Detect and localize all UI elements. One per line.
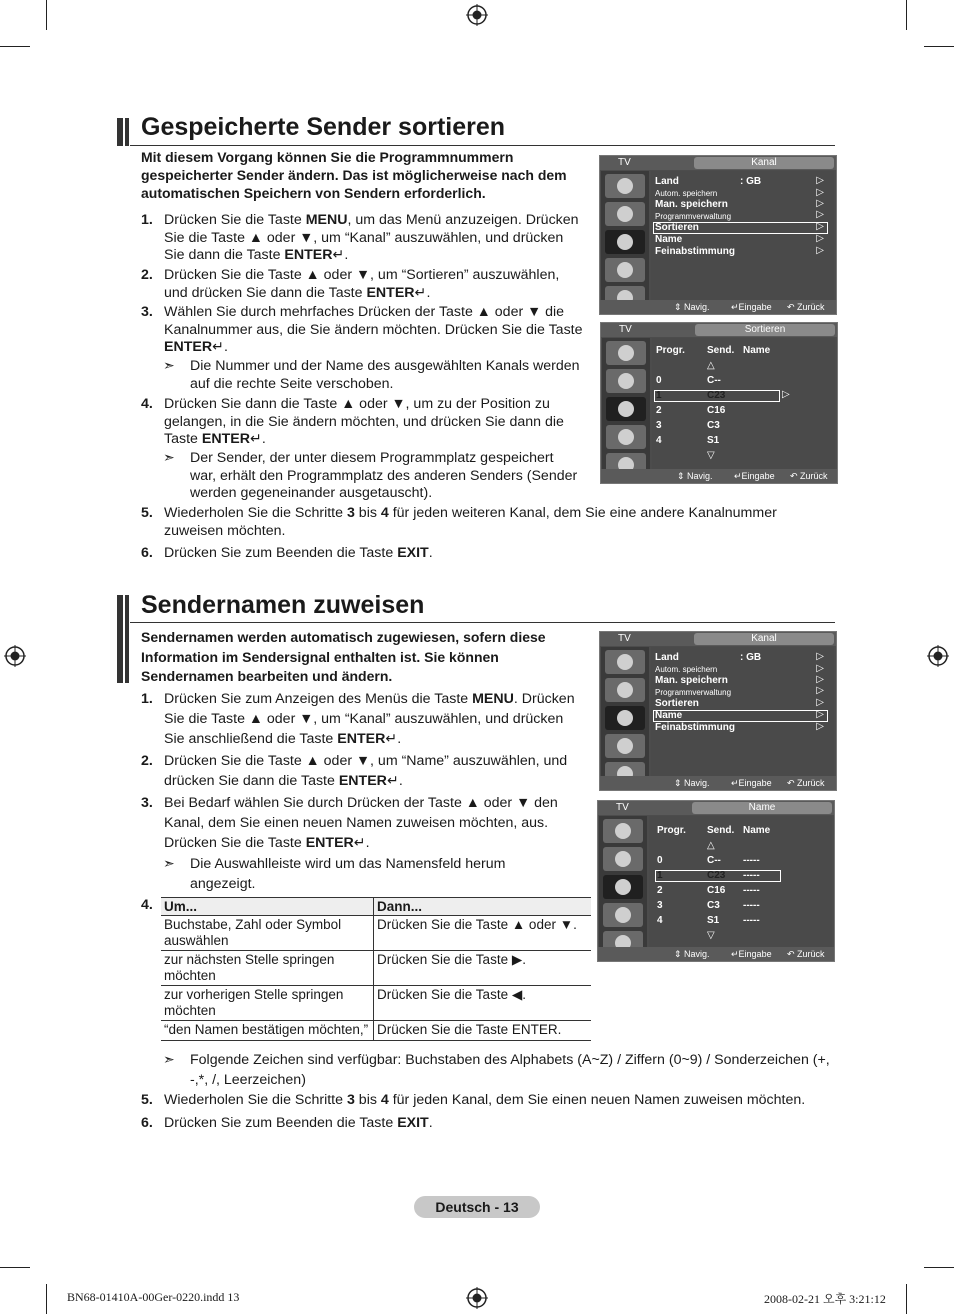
section-bar: [117, 118, 123, 146]
section-bar: [125, 118, 129, 146]
crop-mark: [906, 0, 907, 30]
enter-icon: ↵: [332, 247, 345, 263]
enter-icon: ↵: [249, 431, 262, 447]
file-name: BN68-01410A-00Ger-0220.indd 13: [67, 1290, 240, 1304]
note-arrow-icon: ➣: [163, 856, 175, 872]
section-intro: Sendernamen werden automatisch zugewiesen, sofern diese Information im Sendersignal enthalten ist. Sie können Sendernamen bearbeiten und ändern.: [141, 629, 546, 684]
section-title: Sendernamen zuweisen: [141, 591, 425, 619]
page-number: Deutsch - 13: [414, 1196, 540, 1218]
crop-mark: [46, 1284, 47, 1314]
crop-mark: [906, 1284, 907, 1314]
action-table: Um... Dann... Buchstabe, Zahl oder Symbol auswählen Drücken Sie die Taste ▲ oder ▼. zur nächsten Stelle springen möchten Drücken Sie die Taste ▶. zur vorherigen Stelle springen möchten Drücken Sie die Taste ◀. “den Namen bestätigen möchten,” Drücken Sie die Taste ENTER.: [161, 897, 591, 1041]
crop-mark: [924, 1267, 954, 1268]
registration-mark-icon: [927, 645, 949, 667]
section-rule: [130, 145, 835, 146]
crop-mark: [0, 1267, 30, 1268]
enter-icon: ↵: [386, 773, 399, 789]
note-arrow-icon: ➣: [163, 450, 175, 466]
note-arrow-icon: ➣: [163, 358, 175, 374]
note-arrow-icon: ➣: [163, 1052, 175, 1068]
section-title: Gespeicherte Sender sortieren: [141, 113, 506, 141]
crop-mark: [46, 0, 47, 30]
section-intro: Mit diesem Vorgang können Sie die Programmnummern gespeicherter Sender ändern. Das ist möglicherweise nach dem automatischen Speichern von Sendern erforderlich.: [141, 149, 567, 201]
enter-icon: ↵: [414, 284, 427, 301]
registration-mark-icon: [466, 4, 488, 26]
crop-mark: [0, 46, 30, 47]
tv-menu-name: TV Name Progr. Send. Name △ 0 C-- ----- 1 C23 ----- 2 C16 ----- 3 C3 ----- 4 S1 ----- ▽ ⇕ Navig. ↵Eingabe ↶ Zurück: [597, 800, 835, 962]
section-bar: [125, 595, 129, 683]
enter-icon: ↵: [212, 339, 224, 355]
tv-menu-sortieren: TV Sortieren Progr. Send. Name △ 0 C-- 1 C23 ▷ 2 C16 3 C3 4 S1 ▽ ⇕ Navig. ↵Eingabe ↶ Zurück: [600, 322, 838, 484]
print-date: 2008-02-21 오후 3:21:12: [764, 1292, 886, 1306]
enter-icon: ↵: [385, 731, 398, 747]
tv-menu-kanal-name: TV Kanal Land : GB Autom. speichern Man. speichern Programmverwaltung Sortieren Name Feinabstimmung ▷ ▷ ▷ ▷ ▷ ▷ ▷ ⇕ Navig. ↵Eingabe ↶ Zurück: [599, 631, 837, 791]
enter-icon: ↵: [353, 835, 366, 851]
section-rule: [130, 622, 835, 623]
section-bar: [117, 595, 123, 683]
registration-mark-icon: [466, 1287, 488, 1309]
registration-mark-icon: [4, 645, 26, 667]
tv-menu-kanal-sortieren: TV Kanal Land : GB Autom. speichern Man. speichern Programmverwaltung Sortieren Name Feinabstimmung ▷ ▷ ▷ ▷ ▷ ▷ ▷ ⇕ Navig. ↵Eingabe ↶ Zurück: [599, 155, 837, 315]
crop-mark: [924, 46, 954, 47]
